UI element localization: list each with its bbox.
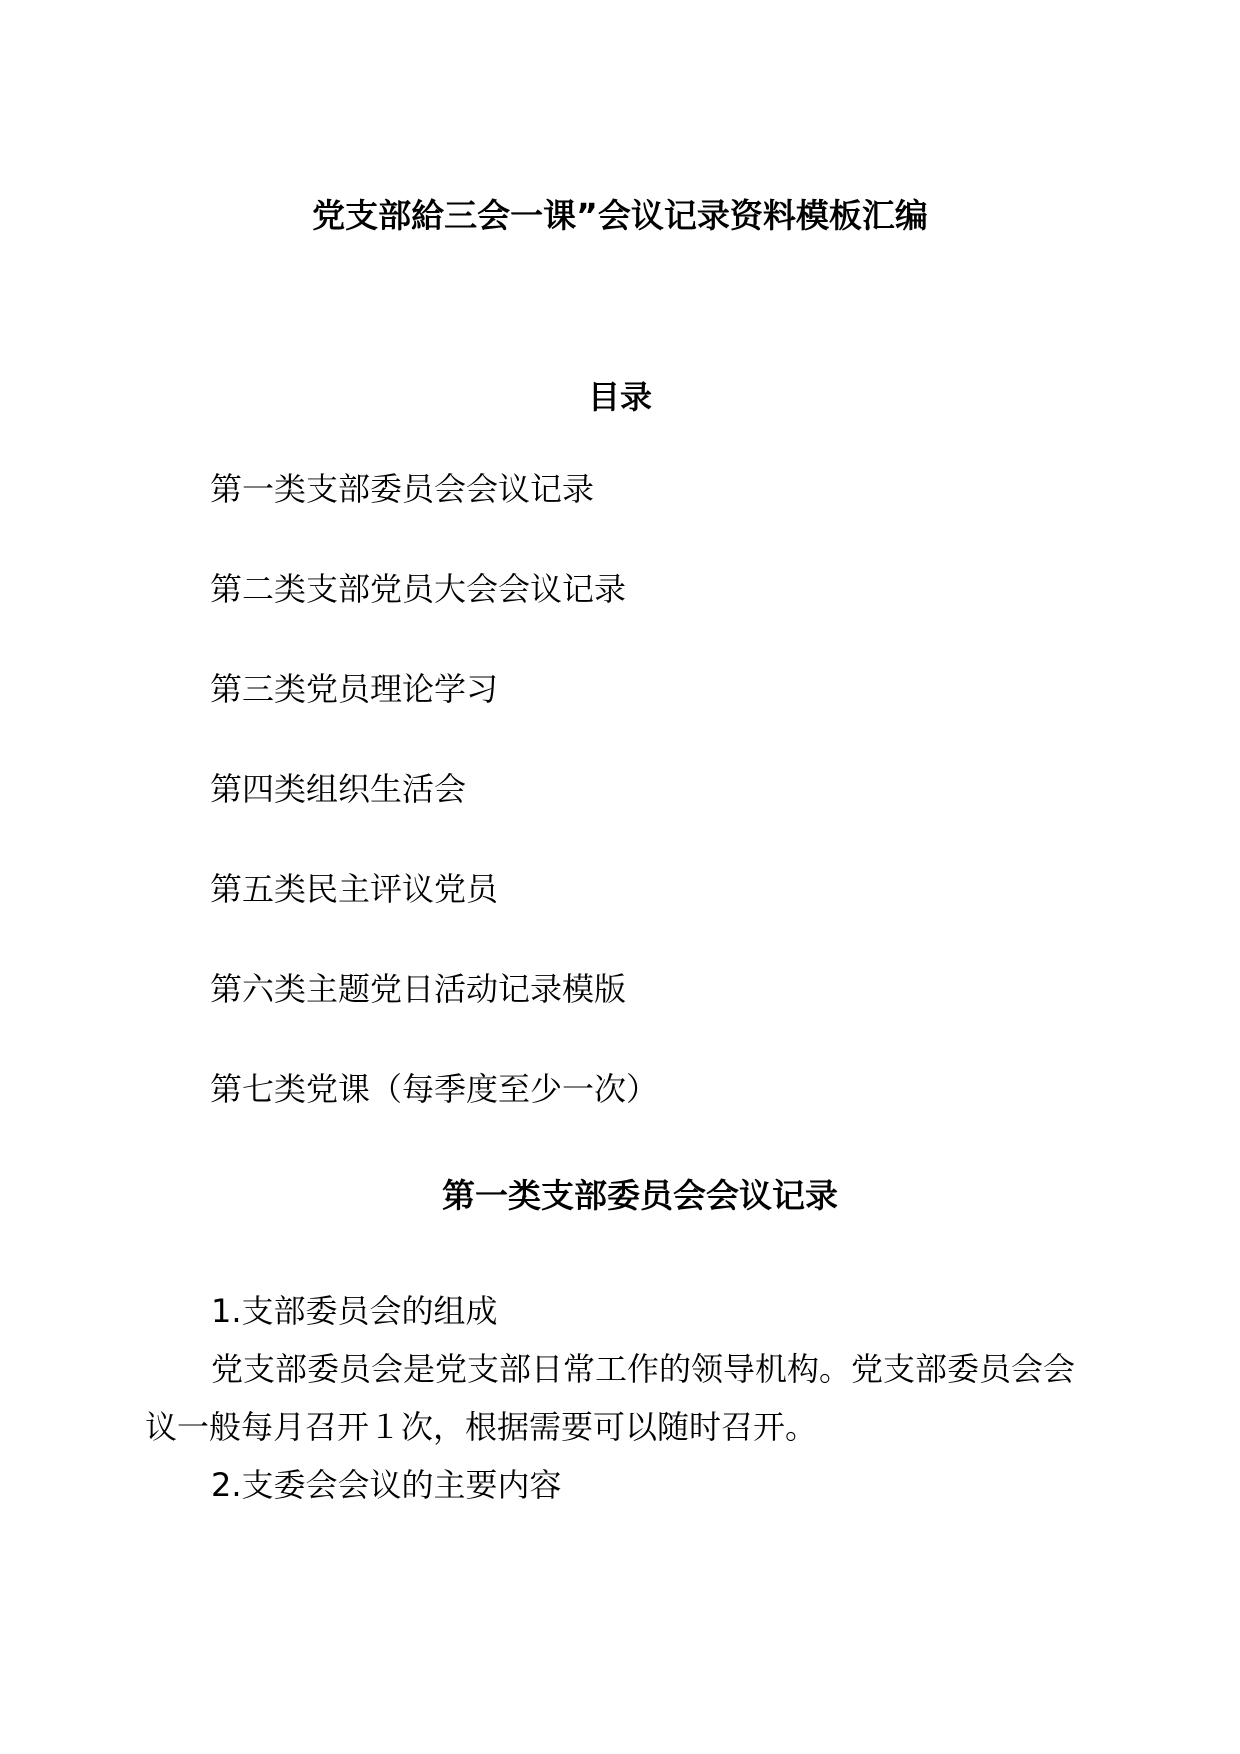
section-body <box>145 1282 1095 1514</box>
toc-item: 第四类组织生活会 <box>210 770 467 808</box>
toc-list <box>210 468 658 1168</box>
toc-item: 第七类党课（每季度至少一次） <box>210 1070 659 1108</box>
toc-item: 第一类支部委员会会议记录 <box>210 470 595 508</box>
subheading: 2.支委会会议的主要内容 <box>211 1466 562 1504</box>
subheading: 1.支部委员会的组成 <box>211 1292 498 1330</box>
toc-item: 第五类民主评议党员 <box>210 870 499 908</box>
toc-item: 第二类支部党员大会会议记录 <box>210 570 627 608</box>
toc-heading: 目录 <box>587 378 652 416</box>
toc-item: 第三类党员理论学习 <box>210 670 499 708</box>
section-heading: 第一类支部委员会会议记录 <box>442 1176 838 1215</box>
paragraph: 党支部委员会是党支部日常工作的领导机构。党支部委员会会议一般每月召开１次，根据需要可以随时召开。 <box>145 1350 1076 1446</box>
document-title: 党支部給三会一课”会议记录资料模板汇编 <box>312 196 928 235</box>
toc-item: 第六类主题党日活动记录模版 <box>210 970 627 1008</box>
